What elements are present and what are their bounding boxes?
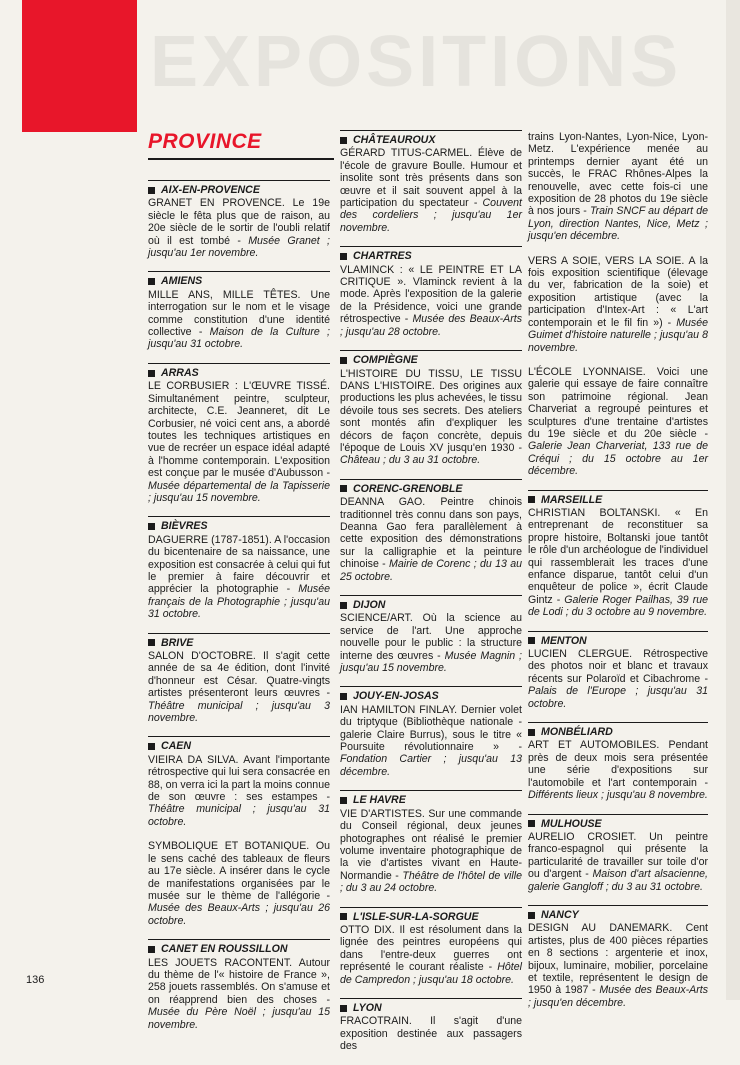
- venue-dates: Théâtre de l'hôtel de ville ; du 3 au 24 octobre.: [340, 869, 522, 895]
- listing-text: [528, 648, 708, 710]
- square-bullet-icon: [340, 137, 347, 144]
- listing-text: [148, 650, 330, 724]
- venue-dates: Musée des Beaux-Arts ; jusqu'au 26 octobre.: [148, 902, 330, 927]
- listing-text: [528, 507, 708, 619]
- square-bullet-icon: [528, 496, 535, 503]
- listing-entry: [148, 736, 330, 828]
- listing-entry: [148, 271, 330, 350]
- listing-entry: [148, 939, 330, 1031]
- listing-entry: [340, 130, 522, 234]
- city-heading: [528, 722, 708, 738]
- city-name: JOUY-EN-JOSAS: [353, 690, 439, 703]
- listing-text: [148, 840, 330, 927]
- listing-entry: [528, 722, 708, 801]
- listing-text: [340, 704, 522, 778]
- city-name: L'ISLE-SUR-LA-SORGUE: [353, 910, 479, 923]
- square-bullet-icon: [148, 743, 155, 750]
- city-heading: [340, 790, 522, 806]
- description: VERS A SOIE, VERS LA SOIE. A la fois exposition scientifique (élevage du ver, fabrication de la soie) et exposition artistique (avec la participation d'Intex-Art : « L'art contemporain et le fil fin ») -: [528, 254, 708, 329]
- city-name: MONBÉLIARD: [541, 726, 613, 739]
- red-color-block: [22, 0, 137, 132]
- venue-dates: Musée des Beaux-Arts ; jusqu'au 28 octobre.: [340, 313, 522, 338]
- venue-dates: Maison d'art alsacienne, galerie Gangloff ; du 3 au 31 octobre.: [528, 868, 708, 893]
- venue-dates: Théâtre municipal ; jusqu'au 31 octobre.: [148, 803, 330, 828]
- city-heading: [528, 814, 708, 830]
- description: DESIGN AU DANEMARK. Cent artistes, plus de 400 pièces réparties en 8 sections : argenterie et inox, bijoux, luminaire, mobilier, porcelaine et textile, représentent le design de 1950 à 1987 -: [528, 922, 708, 997]
- venue-dates: Maison de la Culture ; jusqu'au 31 octobre.: [148, 326, 330, 351]
- ghost-heading: EXPOSITIONS: [150, 22, 683, 102]
- city-name: DIJON: [353, 599, 386, 611]
- listing-text: [340, 1015, 522, 1052]
- description: CHRISTIAN BOLTANSKI. « En entreprenant de reconstituer sa propre histoire, Boltanski joue tantôt le rôle d'un archéologue de l'individuel qui rassemblerait les traces d'une enfance disparue, tantôt celui d'un enquêteur de police », écrit Claude Gintz -: [528, 506, 708, 606]
- square-bullet-icon: [340, 693, 347, 700]
- venue-dates: Hôtel de Campredon ; jusqu'au 18 octobre.: [340, 961, 522, 986]
- venue-dates: Musée Guimet d'histoire naturelle ; jusqu'au 8 novembre.: [528, 316, 708, 354]
- listing-text: [528, 366, 708, 478]
- page-edge-shadow: [726, 0, 740, 1000]
- venue-dates: Musée français de la Photographie ; jusqu'au 31 octobre.: [148, 583, 330, 621]
- description: GRANET EN PROVENCE. Le 19e siècle le fêta plus que de raison, au 20e siècle de le sortir de l'oubli relatif où il est tombé -: [148, 197, 330, 247]
- square-bullet-icon: [340, 602, 347, 609]
- listing-entry: [340, 686, 522, 778]
- city-name: CHÂTEAUROUX: [353, 134, 436, 146]
- description: trains Lyon-Nantes, Lyon-Nice, Lyon-Metz. L'expérience menée au printemps dernier ayant été un succès, le FRAC Rhônes-Alpes la renouvelle, avec cette fois-ci une exposition de 28 photos du 19e siècle à nos jours -: [528, 131, 708, 218]
- description: ART ET AUTOMOBILES. Pendant près de deux mois sera présentée une série d'expositions sur l'automobile et l'art contemporain -: [528, 739, 708, 789]
- venue-dates: Fondation Cartier ; jusqu'au 13 décembre.: [340, 753, 522, 778]
- square-bullet-icon: [340, 357, 347, 364]
- listing-text: [528, 922, 708, 1009]
- listing-entry: [340, 350, 522, 467]
- venue-dates: Différents lieux ; jusqu'au 8 novembre.: [528, 789, 708, 802]
- city-heading: [340, 595, 522, 611]
- listing-entry: [148, 840, 330, 927]
- listing-entry: [340, 246, 522, 338]
- city-heading: [340, 246, 522, 262]
- venue-dates: Galerie Roger Pailhas, 39 rue de Lodi ; du 3 octobre au 9 novembre.: [528, 593, 709, 619]
- city-heading: [528, 490, 708, 506]
- square-bullet-icon: [148, 523, 155, 530]
- listing-text: [528, 831, 708, 893]
- description: VLAMINCK : « LE PEINTRE ET LA CRITIQUE ». Vlaminck revient à la mode. Après l'exposition de la galerie de la Présidence, voici une grande rétrospective -: [340, 263, 522, 326]
- listing-entry: [340, 998, 522, 1053]
- column-2: [340, 130, 522, 1065]
- city-name: ARRAS: [161, 366, 199, 379]
- city-name: NANCY: [541, 908, 579, 921]
- description: AURELIO CROSIET. Un peintre franco-espagnol qui présente la particularité de travailler sur toile d'or ou d'argent -: [528, 830, 708, 881]
- listing-entry: [340, 479, 522, 583]
- listing-text: [528, 131, 708, 243]
- listing-entry: [528, 631, 708, 710]
- city-heading: [340, 350, 522, 366]
- city-heading: [340, 686, 522, 702]
- listing-text: [528, 739, 708, 801]
- listing-text: [148, 957, 330, 1031]
- listing-text: [148, 754, 330, 828]
- venue-dates: Musée départemental de la Tapisserie ; jusqu'au 15 novembre.: [148, 479, 330, 504]
- venue-dates: Musée Granet ; jusqu'au 1er novembre.: [148, 234, 330, 260]
- column-3: [528, 130, 708, 1021]
- city-heading: [148, 633, 330, 649]
- venue-dates: Couvent des cordeliers ; jusqu'au 1er novembre.: [340, 197, 522, 234]
- listing-entry: [148, 516, 330, 620]
- venue-dates: Mairie de Corenc ; du 13 au 25 octobre.: [340, 558, 522, 583]
- listing-text: [148, 289, 330, 351]
- venue-dates: Palais de l'Europe ; jusqu'au 31 octobre.: [528, 685, 708, 710]
- city-heading: [148, 516, 330, 532]
- city-name: COMPIÈGNE: [353, 354, 418, 367]
- description: OTTO DIX. Il est résolument dans la lignée des peintres européens qui dans l'entre-deux guerres ont représenté le courant réaliste -: [340, 923, 522, 974]
- square-bullet-icon: [528, 820, 535, 827]
- listing-text: [340, 924, 522, 986]
- listing-entry: [340, 790, 522, 894]
- square-bullet-icon: [148, 187, 155, 194]
- listing-entry: [340, 595, 522, 674]
- square-bullet-icon: [528, 729, 535, 736]
- description: SYMBOLIQUE ET BOTANIQUE. Ou le sens caché des tableaux de fleurs au 17e siècle. A insérer dans le cycle de manifestations organisées par le musée sur le thème de l'allégorie -: [148, 840, 330, 902]
- city-name: BIÈVRES: [161, 520, 208, 533]
- listing-text: [340, 368, 522, 467]
- page-number: 136: [26, 974, 45, 986]
- city-name: AMIENS: [161, 275, 203, 288]
- square-bullet-icon: [528, 912, 535, 919]
- venue-dates: Château ; du 3 au 31 octobre.: [340, 454, 481, 467]
- city-name: LE HAVRE: [353, 794, 406, 807]
- description: LE CORBUSIER : L'ŒUVRE TISSÉ. Simultanément peintre, sculpteur, architecte, C.E. Jeanneret, dit Le Corbusier, né voici cent ans, a abordé toutes les techniques artistiques en vue de recréer un espace idéal adapté à l'homme contemporain. L'exposition est conçue par le musée d'Aubusson -: [148, 380, 330, 480]
- listing-paragraph: [528, 131, 708, 243]
- description: DEANNA GAO. Peintre chinois traditionnel très connu dans son pays, Deanna Gao fera parallèlement à cette exposition des démonstrations sur la calligraphie et la peinture chinoise -: [340, 496, 522, 571]
- square-bullet-icon: [340, 797, 347, 804]
- square-bullet-icon: [148, 278, 155, 285]
- square-bullet-icon: [148, 946, 155, 953]
- listing-entry: [528, 490, 708, 619]
- listing-entry: [340, 907, 522, 986]
- description: SCIENCE/ART. Où la science au service de l'art. Une approche nouvelle pour le public : la structure interne des œuvres -: [340, 612, 522, 662]
- description: DAGUERRE (1787-1851). A l'occasion du bicentenaire de sa naissance, une exposition est consacrée à celui qui fut le premier à faire découvrir et apprécier la photographie -: [148, 533, 330, 596]
- listing-text: [148, 380, 330, 504]
- city-name: CAEN: [161, 740, 192, 753]
- listing-text: [340, 808, 522, 895]
- listing-entry: [148, 180, 330, 259]
- venue-dates: Théâtre municipal ; jusqu'au 3 novembre.: [148, 699, 330, 725]
- city-heading: [148, 939, 330, 955]
- city-name: BRIVE: [161, 636, 194, 649]
- square-bullet-icon: [148, 639, 155, 646]
- description: IAN HAMILTON FINLAY. Dernier volet du triptyque (Bibliothèque nationale - galerie Claire Burrus), sous le titre « Poursuite révolutionnaire » -: [340, 703, 522, 754]
- description: L'HISTOIRE DU TISSU, LE TISSU DANS L'HISTOIRE. Des origines aux productions les plus achevées, le tissu dévoile tous ses secrets. Des ateliers sont montés afin d'expliquer les décors de façon concrète, depuis l'époque de Louis XV jusqu'en 1930 -: [340, 367, 522, 454]
- listing-text: [340, 147, 522, 234]
- city-heading: [528, 905, 708, 921]
- column-1: [148, 180, 330, 1043]
- square-bullet-icon: [340, 913, 347, 920]
- square-bullet-icon: [340, 1005, 347, 1012]
- city-name: CANET EN ROUSSILLON: [161, 943, 288, 956]
- title-underline: [148, 158, 334, 160]
- city-name: CHARTRES: [353, 250, 412, 263]
- listing-text: [340, 264, 522, 338]
- venue-dates: Train SNCF au départ de Lyon, direction Nantes, Nice, Metz ; jusqu'en décembre.: [528, 205, 708, 243]
- section-title: PROVINCE: [148, 130, 262, 153]
- listing-text: [340, 496, 522, 583]
- description: L'ÉCOLE LYONNAISE. Voici une galerie qui essaye de faire connaître son patrimoine régional. Jean Charveriat a regroupé peintures et sculptures d'une trentaine d'artistes du 19e siècle et du 20e siècle -: [528, 365, 708, 440]
- description: SALON D'OCTOBRE. Il s'agit cette année de sa 4e édition, dont l'invité d'honneur est César. Quatre-vingts artistes présenteront leurs œuvres -: [148, 650, 330, 700]
- city-heading: [148, 736, 330, 752]
- venue-dates: Musée du Père Noël ; jusqu'au 15 novembre.: [148, 1006, 330, 1031]
- listing-entry: [148, 633, 330, 725]
- listing-text: [148, 534, 330, 621]
- description: FRACOTRAIN. Il s'agit d'une exposition destinée aux passagers des: [340, 1015, 522, 1053]
- city-heading: [148, 363, 330, 379]
- square-bullet-icon: [148, 370, 155, 377]
- listing-entry: [148, 363, 330, 504]
- description: GÉRARD TITUS-CARMEL. Élève de l'école de gravure Boulle. Humour et insolite sont très présents dans son œuvre et il sait souvent appel à la participation du spectateur -: [340, 147, 522, 210]
- city-heading: [528, 631, 708, 647]
- listing-paragraph: [528, 366, 708, 478]
- city-heading: [148, 180, 330, 196]
- square-bullet-icon: [340, 253, 347, 260]
- listing-entry: [528, 905, 708, 1009]
- listing-text: [528, 255, 708, 354]
- description: LUCIEN CLERGUE. Rétrospective des photos noir et blanc et travaux récents sur Polaroïd et Cibachrome -: [528, 648, 708, 685]
- city-name: MENTON: [541, 634, 587, 647]
- city-name: MARSEILLE: [541, 493, 603, 506]
- city-heading: [340, 998, 522, 1014]
- listing-text: [148, 197, 330, 259]
- venue-dates: Musée Magnin ; jusqu'au 15 novembre.: [340, 649, 522, 675]
- city-heading: [340, 907, 522, 923]
- venue-dates: Musée des Beaux-Arts ; jusqu'en décembre.: [528, 984, 708, 1009]
- venue-dates: Galerie Jean Charveriat, 133 rue de Créqui ; du 15 octobre au 1er décembre.: [528, 440, 708, 478]
- city-heading: [340, 130, 522, 146]
- listing-paragraph: [528, 255, 708, 354]
- square-bullet-icon: [528, 637, 535, 644]
- city-heading: [148, 271, 330, 287]
- description: LES JOUETS RACONTENT. Autour du thème de l'« histoire de France », 258 jouets rassemblés. On s'amuse et on réapprend bien des choses -: [148, 956, 330, 1006]
- listing-text: [340, 612, 522, 674]
- city-name: LYON: [353, 1001, 382, 1014]
- description: VIE D'ARTISTES. Sur une commande du Conseil régional, deux jeunes photographes ont réalisé le premier volume inventaire photographique de la vie d'artistes vivant en Haute-Normandie -: [340, 807, 522, 882]
- city-name: MULHOUSE: [541, 817, 602, 830]
- city-name: CORENC-GRENOBLE: [353, 482, 463, 495]
- city-name: AIX-EN-PROVENCE: [161, 184, 260, 196]
- listing-entry: [528, 814, 708, 893]
- description: VIEIRA DA SILVA. Avant l'importante rétrospective qui lui sera consacrée en 88, on verra ici la part la moins connue de son œuvre : ses estampes -: [148, 753, 330, 804]
- square-bullet-icon: [340, 485, 347, 492]
- city-heading: [340, 479, 522, 495]
- description: MILLE ANS, MILLE TÊTES. Une interrogation sur le nom et le visage comme constitution d'une identité collective -: [148, 288, 330, 339]
